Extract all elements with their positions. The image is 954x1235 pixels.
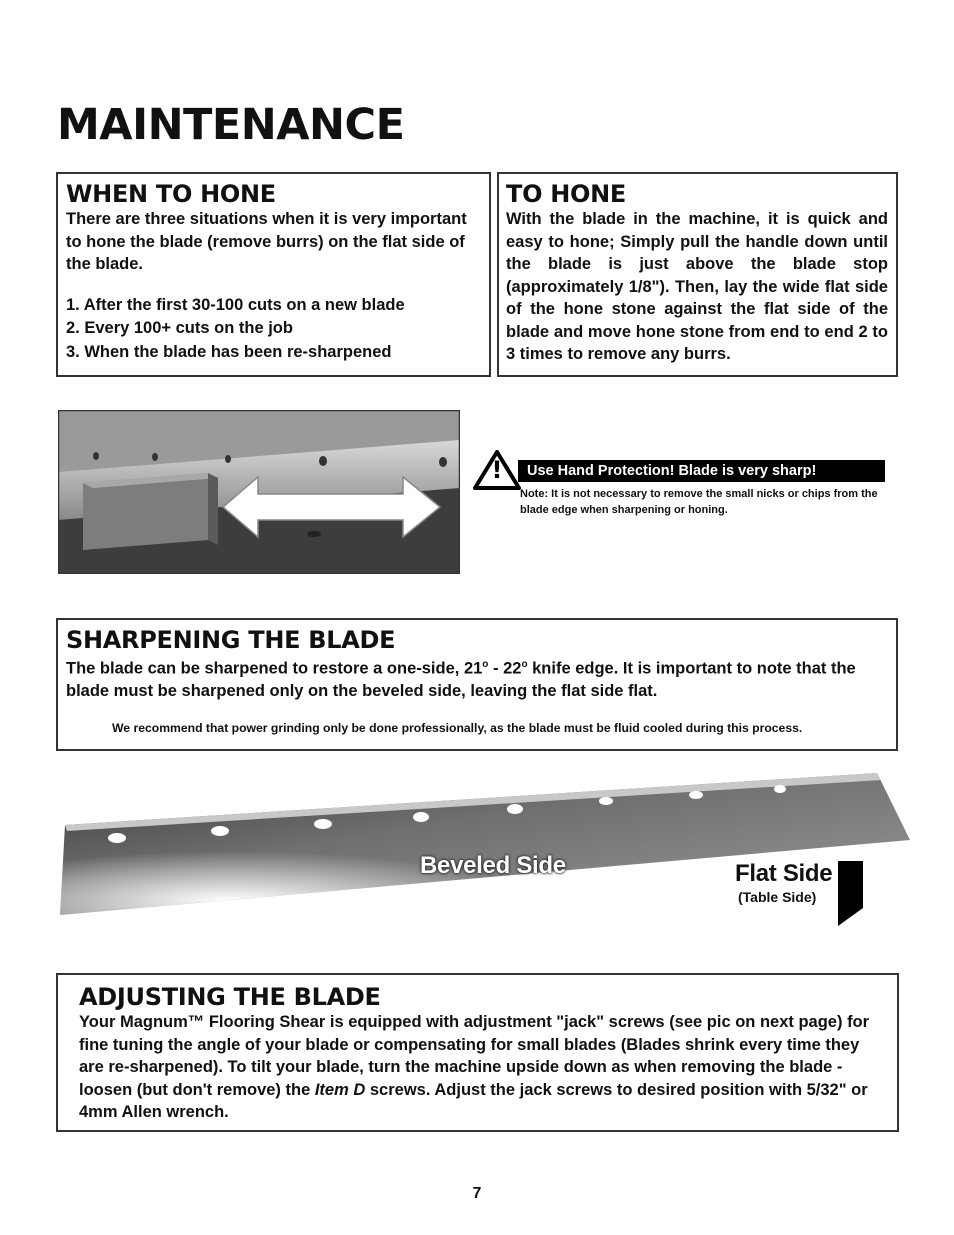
warning-label: Use Hand Protection! Blade is very sharp! — [518, 460, 885, 482]
sharpening-body: The blade can be sharpened to restore a one-side, 21$^o$ - 22$^o$ knife edge. It is important to note that the blade must be sharpened only on the beveled side, leaving the flat side flat. — [66, 659, 856, 700]
warning-exclamation: ! — [491, 456, 503, 484]
when-to-hone-intro: There are three situations when it is very important to hone the blade (remove burrs) on the flat side of the blade. — [66, 210, 467, 273]
sharpening-heading: SHARPENING THE BLADE — [66, 626, 396, 654]
adjusting-body: Your Magnum™ Flooring Shear is equipped with adjustment "jack" screws (see pic on next page) for fine tuning the angle of your blade or compensating for small blades (Blades shrink every time they are re-sharpened). To tilt your blade, turn the machine upside down as when removing the blade - loosen (but don't remove) the Item D screws. Adjust the jack screws to desired position with 5/32" or 4mm Allen wrench. — [79, 1013, 870, 1121]
sharpening-note: We recommend that power grinding only be done professionally, as the blade must be fluid cooled during this process. — [112, 721, 803, 735]
adjusting-box — [56, 973, 899, 1132]
beveled-side-label: Beveled Side — [420, 852, 566, 879]
hone-stone-photo — [58, 410, 460, 574]
to-hone-body: With the blade in the machine, it is quick and easy to hone; Simply pull the handle down until the blade is just above the blade stop (approximately 1/8"). Then, lay the wide flat side of the hone stone against the flat side of the blade and move hone stone from end to end 2 to 3 times to remove any burrs. — [506, 210, 888, 363]
when-to-hone-box — [56, 172, 491, 377]
blade-illustration — [55, 768, 915, 933]
adjusting-heading: ADJUSTING THE BLADE — [79, 983, 381, 1011]
when-to-hone-list — [66, 294, 481, 365]
to-hone-box — [497, 172, 898, 377]
list-item: 3. When the blade has been re-sharpened — [66, 342, 392, 361]
sharpening-box — [56, 618, 898, 751]
when-to-hone-heading: WHEN TO HONE — [66, 180, 276, 208]
warning-note: Note: It is not necessary to remove the small nicks or chips from the blade edge when sharpening or honing. — [520, 488, 878, 516]
to-hone-heading: TO HONE — [506, 180, 626, 208]
page-title: MAINTENANCE — [57, 100, 405, 150]
flat-side-sublabel: (Table Side) — [738, 889, 817, 905]
flat-side-label: Flat Side — [735, 860, 833, 887]
list-item: 2. Every 100+ cuts on the job — [66, 319, 293, 337]
list-item: 1. After the first 30-100 cuts on a new blade — [66, 295, 405, 314]
page-number: 7 — [472, 1185, 482, 1202]
